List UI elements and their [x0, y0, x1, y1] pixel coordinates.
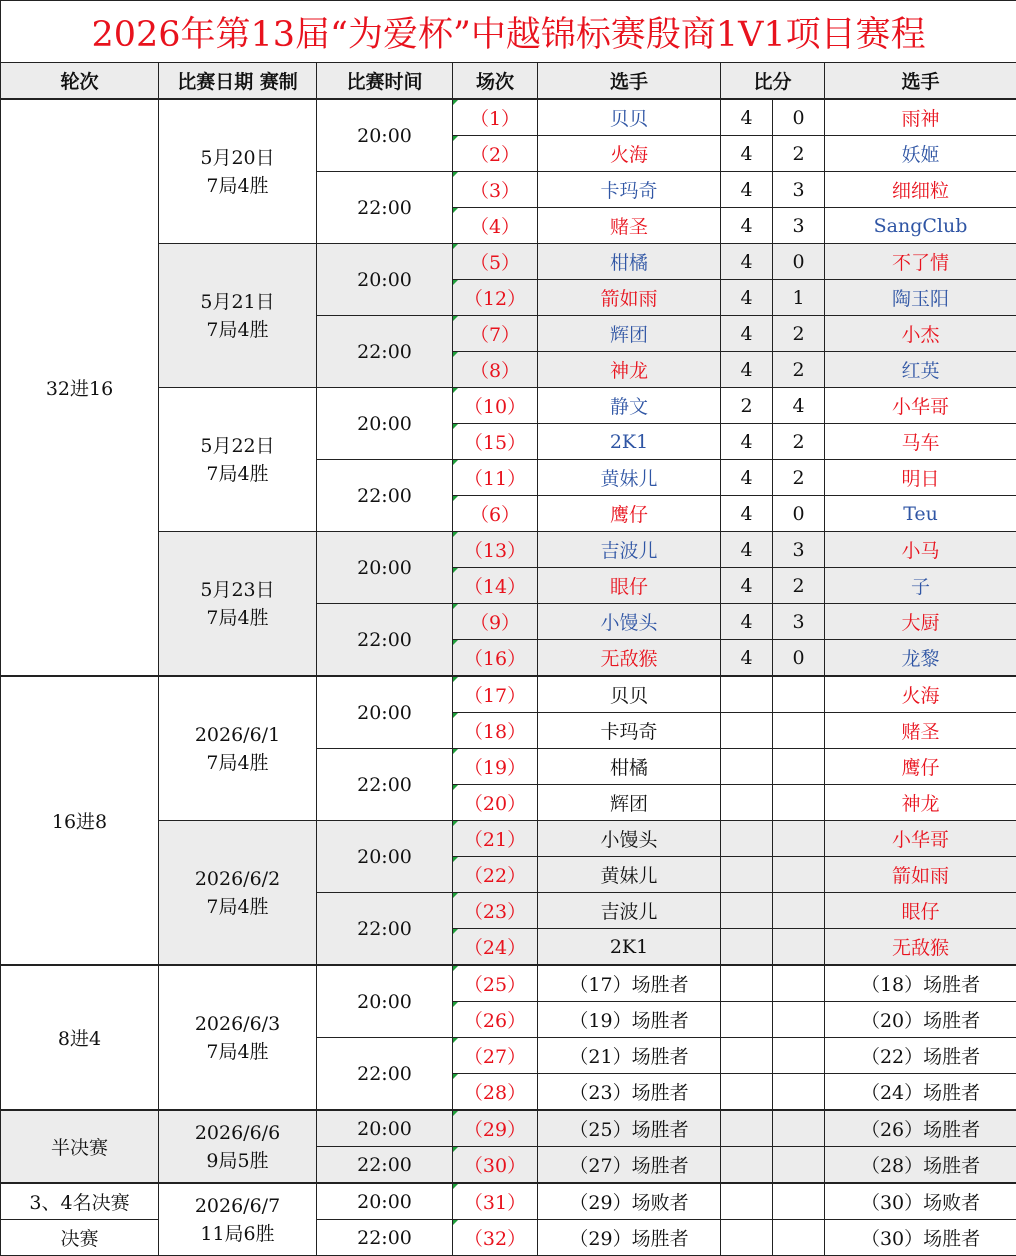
player-a: 2K1	[538, 424, 721, 460]
match-no: （7）	[453, 316, 538, 352]
header-player-a: 选手	[538, 63, 721, 100]
score-a	[721, 1110, 773, 1147]
round-label-third: 3、4名决赛	[1, 1183, 159, 1220]
score-a: 4	[721, 532, 773, 568]
score-a	[721, 929, 773, 966]
round-label-r16: 16进8	[1, 676, 159, 965]
format-label: 11局6胜	[200, 1223, 274, 1245]
player-b: 马车	[825, 424, 1016, 460]
date-cell	[159, 676, 317, 821]
score-a: 4	[721, 316, 773, 352]
score-a	[721, 676, 773, 713]
score-a	[721, 785, 773, 821]
time-cell: 22:00	[317, 749, 453, 821]
match-no: （12）	[453, 280, 538, 316]
player-a: 贝贝	[538, 99, 721, 136]
date-cell	[159, 965, 317, 1110]
player-a: （29）场败者	[538, 1183, 721, 1220]
round-label-qf: 8进4	[1, 965, 159, 1110]
match-no: （25）	[453, 965, 538, 1002]
score-b	[773, 965, 825, 1002]
match-no: （19）	[453, 749, 538, 785]
player-a: 辉团	[538, 316, 721, 352]
match-no: （18）	[453, 713, 538, 749]
player-b: （26）场胜者	[825, 1110, 1016, 1147]
match-no: （4）	[453, 208, 538, 244]
score-b	[773, 929, 825, 966]
player-b: 眼仔	[825, 893, 1016, 929]
player-a: 无敌猴	[538, 640, 721, 677]
player-a: 小馒头	[538, 604, 721, 640]
match-no: （27）	[453, 1038, 538, 1074]
page-title: 2026年第13届“为爱杯”中越锦标赛殷商1V1项目赛程	[1, 1, 1016, 63]
player-a: 静文	[538, 388, 721, 424]
date-label: 2026/6/6	[195, 1122, 280, 1144]
score-a: 4	[721, 172, 773, 208]
player-a: （23）场胜者	[538, 1074, 721, 1111]
score-b: 3	[773, 532, 825, 568]
player-a: 小馒头	[538, 821, 721, 857]
player-b: 明日	[825, 460, 1016, 496]
player-b: 赌圣	[825, 713, 1016, 749]
match-no: （32）	[453, 1220, 538, 1256]
player-b: （30）场胜者	[825, 1220, 1016, 1256]
score-b: 2	[773, 352, 825, 388]
player-b: 箭如雨	[825, 857, 1016, 893]
date-label: 5月23日	[200, 579, 274, 601]
match-no: （28）	[453, 1074, 538, 1111]
player-b: SangClub	[825, 208, 1016, 244]
player-b: 龙黎	[825, 640, 1016, 677]
player-a: 黄妹儿	[538, 460, 721, 496]
score-a	[721, 749, 773, 785]
round-label-final: 决赛	[1, 1220, 159, 1256]
score-b: 2	[773, 316, 825, 352]
date-label: 2026/6/7	[195, 1195, 280, 1217]
score-b: 0	[773, 244, 825, 280]
score-b: 2	[773, 136, 825, 172]
match-no: （3）	[453, 172, 538, 208]
player-b: （30）场败者	[825, 1183, 1016, 1220]
score-b	[773, 1147, 825, 1184]
table-row	[1, 1220, 1016, 1256]
match-no: （31）	[453, 1183, 538, 1220]
player-b: 小杰	[825, 316, 1016, 352]
match-no: （2）	[453, 136, 538, 172]
score-b	[773, 1220, 825, 1256]
time-cell: 20:00	[317, 1110, 453, 1147]
time-cell: 20:00	[317, 821, 453, 893]
match-no: （22）	[453, 857, 538, 893]
score-b	[773, 749, 825, 785]
match-no: （10）	[453, 388, 538, 424]
score-a	[721, 965, 773, 1002]
score-a: 4	[721, 280, 773, 316]
player-b: 红英	[825, 352, 1016, 388]
score-b	[773, 1038, 825, 1074]
score-b	[773, 676, 825, 713]
date-cell	[159, 532, 317, 677]
match-no: （9）	[453, 604, 538, 640]
match-no: （1）	[453, 99, 538, 136]
player-b: 无敌猴	[825, 929, 1016, 966]
score-a: 4	[721, 604, 773, 640]
score-b	[773, 1183, 825, 1220]
score-a	[721, 893, 773, 929]
time-cell: 22:00	[317, 1220, 453, 1256]
time-cell: 20:00	[317, 99, 453, 172]
score-a	[721, 1038, 773, 1074]
player-a: 卡玛奇	[538, 713, 721, 749]
score-b: 0	[773, 496, 825, 532]
match-no: （14）	[453, 568, 538, 604]
score-b: 3	[773, 208, 825, 244]
time-cell: 20:00	[317, 676, 453, 749]
player-a: 辉团	[538, 785, 721, 821]
match-no: （24）	[453, 929, 538, 966]
player-b: （20）场胜者	[825, 1002, 1016, 1038]
match-no: （29）	[453, 1110, 538, 1147]
format-label: 7局4胜	[206, 1041, 268, 1063]
score-a	[721, 1183, 773, 1220]
player-a: （27）场胜者	[538, 1147, 721, 1184]
player-b: 大厨	[825, 604, 1016, 640]
date-cell	[159, 99, 317, 244]
score-a: 4	[721, 460, 773, 496]
table-row	[1, 99, 1016, 136]
header-date-format: 比赛日期 赛制	[159, 63, 317, 100]
date-cell	[159, 821, 317, 966]
score-b: 0	[773, 99, 825, 136]
player-b: 陶玉阳	[825, 280, 1016, 316]
format-label: 7局4胜	[206, 752, 268, 774]
table-row	[1, 1183, 1016, 1220]
time-cell: 20:00	[317, 965, 453, 1038]
player-b: 妖姬	[825, 136, 1016, 172]
table-row	[1, 965, 1016, 1002]
score-a	[721, 713, 773, 749]
score-b: 2	[773, 568, 825, 604]
player-a: 2K1	[538, 929, 721, 966]
player-b: 鹰仔	[825, 749, 1016, 785]
player-a: （17）场胜者	[538, 965, 721, 1002]
match-no: （11）	[453, 460, 538, 496]
player-b: 火海	[825, 676, 1016, 713]
header-score: 比分	[721, 63, 825, 100]
date-label: 2026/6/3	[195, 1013, 280, 1035]
score-a: 4	[721, 208, 773, 244]
match-no: （21）	[453, 821, 538, 857]
match-no: （5）	[453, 244, 538, 280]
match-no: （6）	[453, 496, 538, 532]
score-b	[773, 785, 825, 821]
score-b	[773, 713, 825, 749]
time-cell: 20:00	[317, 1183, 453, 1220]
time-cell: 22:00	[317, 604, 453, 677]
score-a: 4	[721, 136, 773, 172]
date-label: 5月21日	[200, 291, 274, 313]
player-b: （18）场胜者	[825, 965, 1016, 1002]
player-b: 雨神	[825, 99, 1016, 136]
score-b: 4	[773, 388, 825, 424]
score-a	[721, 857, 773, 893]
score-b: 2	[773, 424, 825, 460]
time-cell: 22:00	[317, 172, 453, 244]
score-b: 3	[773, 604, 825, 640]
player-a: 赌圣	[538, 208, 721, 244]
score-b: 2	[773, 460, 825, 496]
date-cell	[159, 388, 317, 532]
player-a: 鹰仔	[538, 496, 721, 532]
round-label-r32: 32进16	[1, 99, 159, 676]
player-b: （22）场胜者	[825, 1038, 1016, 1074]
format-label: 7局4胜	[206, 607, 268, 629]
player-b: 子	[825, 568, 1016, 604]
header-round: 轮次	[1, 63, 159, 100]
player-b: 神龙	[825, 785, 1016, 821]
player-b: （28）场胜者	[825, 1147, 1016, 1184]
player-a: 吉波儿	[538, 532, 721, 568]
player-a: 箭如雨	[538, 280, 721, 316]
player-b: 细细粒	[825, 172, 1016, 208]
time-cell: 22:00	[317, 1038, 453, 1111]
score-b	[773, 1110, 825, 1147]
time-cell: 20:00	[317, 532, 453, 604]
format-label: 9局5胜	[206, 1150, 268, 1172]
score-a: 4	[721, 244, 773, 280]
date-label: 2026/6/1	[195, 724, 280, 746]
time-cell: 20:00	[317, 244, 453, 316]
player-a: 柑橘	[538, 244, 721, 280]
score-a: 4	[721, 352, 773, 388]
time-cell: 22:00	[317, 316, 453, 388]
score-b: 3	[773, 172, 825, 208]
time-cell: 22:00	[317, 1147, 453, 1184]
format-label: 7局4胜	[206, 463, 268, 485]
player-a: 眼仔	[538, 568, 721, 604]
date-label: 5月20日	[200, 147, 274, 169]
player-a: 吉波儿	[538, 893, 721, 929]
player-a: 贝贝	[538, 676, 721, 713]
score-a: 4	[721, 640, 773, 677]
match-no: （8）	[453, 352, 538, 388]
player-a: 柑橘	[538, 749, 721, 785]
player-a: 黄妹儿	[538, 857, 721, 893]
score-b	[773, 893, 825, 929]
format-label: 7局4胜	[206, 319, 268, 341]
format-label: 7局4胜	[206, 175, 268, 197]
match-no: （26）	[453, 1002, 538, 1038]
time-cell: 22:00	[317, 893, 453, 966]
score-a	[721, 1002, 773, 1038]
player-a: （25）场胜者	[538, 1110, 721, 1147]
match-no: （16）	[453, 640, 538, 677]
score-a: 2	[721, 388, 773, 424]
header-time: 比赛时间	[317, 63, 453, 100]
player-b: 不了情	[825, 244, 1016, 280]
player-a: （29）场胜者	[538, 1220, 721, 1256]
header-match-no: 场次	[453, 63, 538, 100]
match-no: （23）	[453, 893, 538, 929]
score-a	[721, 1220, 773, 1256]
player-b: 小华哥	[825, 821, 1016, 857]
score-b: 0	[773, 640, 825, 677]
score-a: 4	[721, 424, 773, 460]
player-a: （19）场胜者	[538, 1002, 721, 1038]
score-a	[721, 821, 773, 857]
player-b: （24）场胜者	[825, 1074, 1016, 1111]
score-b: 1	[773, 280, 825, 316]
score-a	[721, 1147, 773, 1184]
player-b: 小马	[825, 532, 1016, 568]
score-a	[721, 1074, 773, 1111]
match-no: （17）	[453, 676, 538, 713]
score-b	[773, 821, 825, 857]
date-cell	[159, 1110, 317, 1183]
format-label: 7局4胜	[206, 896, 268, 918]
score-a: 4	[721, 496, 773, 532]
player-b: Teu	[825, 496, 1016, 532]
match-no: （30）	[453, 1147, 538, 1184]
score-a: 4	[721, 99, 773, 136]
round-label-sf: 半决赛	[1, 1110, 159, 1183]
match-no: （13）	[453, 532, 538, 568]
match-no: （20）	[453, 785, 538, 821]
player-a: 卡玛奇	[538, 172, 721, 208]
table-row	[1, 1110, 1016, 1147]
match-no: （15）	[453, 424, 538, 460]
header-row	[1, 63, 1016, 100]
date-label: 5月22日	[200, 435, 274, 457]
score-b	[773, 1074, 825, 1111]
time-cell: 22:00	[317, 460, 453, 532]
player-b: 小华哥	[825, 388, 1016, 424]
date-label: 2026/6/2	[195, 868, 280, 890]
player-a: 火海	[538, 136, 721, 172]
score-b	[773, 1002, 825, 1038]
player-a: 神龙	[538, 352, 721, 388]
table-row	[1, 676, 1016, 713]
player-a: （21）场胜者	[538, 1038, 721, 1074]
score-b	[773, 857, 825, 893]
date-cell	[159, 1183, 317, 1256]
time-cell: 20:00	[317, 388, 453, 460]
header-player-b: 选手	[825, 63, 1016, 100]
date-cell	[159, 244, 317, 388]
score-a: 4	[721, 568, 773, 604]
